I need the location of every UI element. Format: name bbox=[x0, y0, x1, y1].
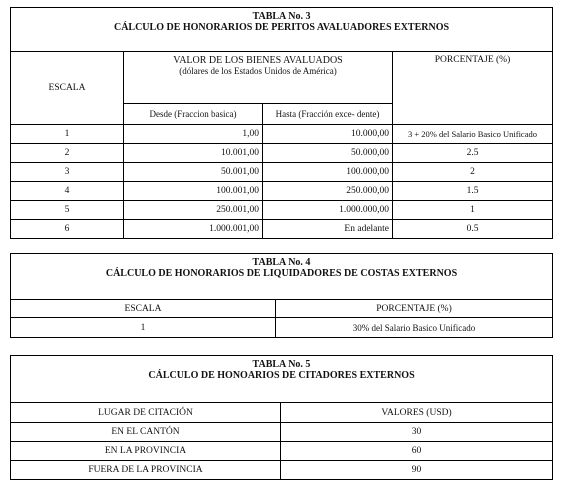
cell-porcentaje: 1.5 bbox=[393, 182, 553, 201]
col-porcentaje-header: PORCENTAJE (%) bbox=[276, 300, 553, 318]
tabla-4-title-cell bbox=[11, 254, 553, 300]
cell-escala: 6 bbox=[11, 220, 124, 239]
col-porcentaje-header bbox=[393, 52, 553, 125]
cell-lugar: FUERA DE LA PROVINCIA bbox=[11, 461, 281, 480]
cell-porcentaje: 1 bbox=[393, 201, 553, 220]
cell-hasta: 10.000,00 bbox=[263, 125, 393, 144]
col-escala-header bbox=[11, 52, 124, 125]
col-valor-label: VALOR DE LOS BIENES AVALUADOS bbox=[173, 55, 343, 66]
cell-porcentaje: 30% del Salario Basico Unificado bbox=[276, 318, 553, 338]
cell-hasta: En adelante bbox=[263, 220, 393, 239]
cell-escala: 1 bbox=[11, 125, 124, 144]
tabla-5 bbox=[10, 355, 553, 480]
tabla-3-subtitle: CÁLCULO DE HONORARIOS DE PERITOS AVALUADORES EXTERNOS bbox=[113, 22, 450, 33]
cell-desde: 50.001,00 bbox=[124, 163, 263, 182]
col-valores-header: VALORES (USD) bbox=[281, 403, 553, 423]
tabla-5-subtitle: CÁLCULO DE HONOARIOS DE CITADORES EXTERNOS bbox=[148, 370, 415, 381]
cell-lugar: EN LA PROVINCIA bbox=[11, 442, 281, 461]
cell-hasta: 1.000.000,00 bbox=[263, 201, 393, 220]
table-row bbox=[11, 461, 553, 480]
cell-valor: 30 bbox=[281, 423, 553, 442]
col-lugar-header: LUGAR DE CITACIÓN bbox=[11, 403, 281, 423]
col-hasta-label: Hasta (Fracción exce- dente) bbox=[275, 108, 380, 119]
cell-desde: 1.000.001,00 bbox=[124, 220, 263, 239]
table-row bbox=[11, 220, 553, 239]
table-row bbox=[11, 144, 553, 163]
col-escala-header: ESCALA bbox=[11, 300, 276, 318]
table-row bbox=[11, 182, 553, 201]
cell-valor: 60 bbox=[281, 442, 553, 461]
table-row bbox=[11, 125, 553, 144]
tabla-4-title: TABLA No. 4 bbox=[252, 257, 311, 268]
tabla-4 bbox=[10, 253, 553, 338]
cell-desde: 10.001,00 bbox=[124, 144, 263, 163]
cell-hasta: 100.000,00 bbox=[263, 163, 393, 182]
cell-porcentaje: 2.5 bbox=[393, 144, 553, 163]
cell-lugar: EN EL CANTÓN bbox=[11, 423, 281, 442]
cell-escala: 2 bbox=[11, 144, 124, 163]
cell-escala: 4 bbox=[11, 182, 124, 201]
cell-escala: 3 bbox=[11, 163, 124, 182]
tabla-3-title: TABLA No. 3 bbox=[252, 11, 311, 22]
tabla-3 bbox=[10, 7, 553, 239]
tabla-5-title-cell bbox=[11, 356, 553, 403]
cell-hasta: 50.000,00 bbox=[263, 144, 393, 163]
table-row bbox=[11, 201, 553, 220]
cell-valor: 90 bbox=[281, 461, 553, 480]
cell-hasta: 250.000,00 bbox=[263, 182, 393, 201]
cell-escala: 1 bbox=[11, 318, 276, 338]
tabla-3-body bbox=[11, 125, 553, 239]
cell-porcentaje: 0.5 bbox=[393, 220, 553, 239]
col-valor-header bbox=[124, 52, 393, 104]
col-porcentaje-label: PORCENTAJE (%) bbox=[434, 55, 511, 65]
tabla-5-title: TABLA No. 5 bbox=[252, 359, 311, 370]
col-desde-header bbox=[124, 104, 263, 125]
col-escala-label: ESCALA bbox=[48, 83, 86, 93]
table-row bbox=[11, 318, 553, 338]
tabla-3-title-cell bbox=[11, 8, 553, 52]
cell-desde: 100.001,00 bbox=[124, 182, 263, 201]
table-row bbox=[11, 423, 553, 442]
cell-porcentaje: 3 + 20% del Salario Basico Unificado bbox=[393, 125, 553, 144]
cell-escala: 5 bbox=[11, 201, 124, 220]
table-row bbox=[11, 442, 553, 461]
table-row bbox=[11, 163, 553, 182]
cell-desde: 1,00 bbox=[124, 125, 263, 144]
tabla-4-subtitle: CÁLCULO DE HONORARIOS DE LIQUIDADORES DE COSTAS EXTERNOS bbox=[105, 268, 458, 279]
cell-porcentaje: 2 bbox=[393, 163, 553, 182]
col-desde-label: Desde (Fraccion basica) bbox=[149, 109, 237, 119]
col-hasta-header bbox=[263, 104, 393, 125]
cell-desde: 250.001,00 bbox=[124, 201, 263, 220]
col-valor-sublabel: (dólares de los Estados Unidos de América) bbox=[179, 66, 337, 76]
